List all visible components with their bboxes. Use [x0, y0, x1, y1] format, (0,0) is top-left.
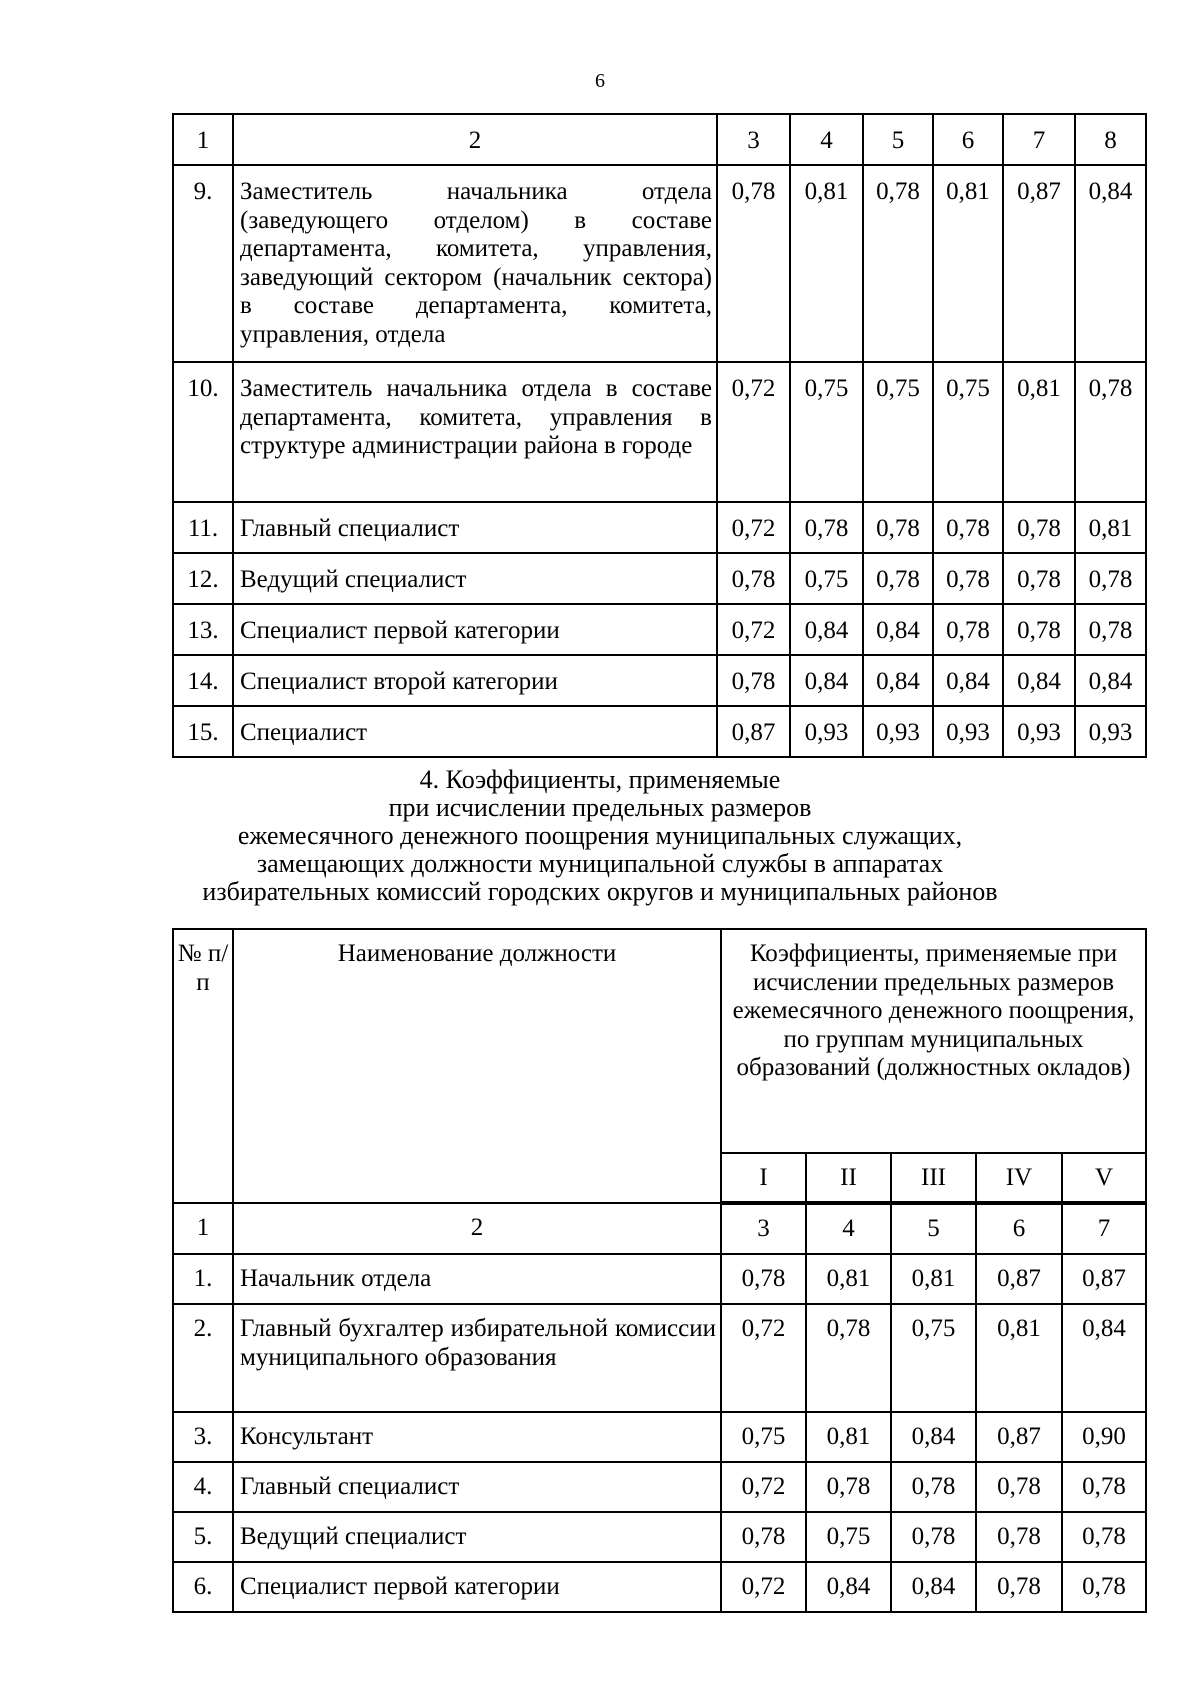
coefficient-cell: 0,78: [1003, 553, 1075, 604]
col-number: 3: [721, 1203, 806, 1254]
coefficient-cell: 0,72: [717, 502, 790, 553]
coefficient-cell: 0,78: [863, 165, 933, 362]
number-header: № п/п: [173, 929, 233, 1203]
coefficient-cell: 0,81: [806, 1412, 891, 1462]
coefficient-cell: 0,78: [717, 165, 790, 362]
coefficient-cell: 0,75: [721, 1412, 806, 1462]
group-header: V: [1062, 1153, 1146, 1203]
position-name: Главный специалист: [233, 1462, 721, 1512]
coefficient-cell: 0,78: [1062, 1462, 1146, 1512]
table-row: [173, 362, 1146, 502]
position-name: Специалист первой категории: [233, 1562, 721, 1612]
coefficient-cell: 0,90: [1062, 1412, 1146, 1462]
coefficient-cell: 0,93: [1003, 706, 1075, 757]
coefficient-cell: 0,78: [717, 655, 790, 706]
section-title-line: ежемесячного денежного поощрения муниципальных служащих,: [237, 821, 963, 850]
row-number: 3.: [173, 1412, 233, 1462]
coefficient-cell: 0,75: [933, 362, 1003, 502]
table-row: [173, 604, 1146, 655]
position-name: Главный бухгалтер избирательной комиссии муниципального образования: [233, 1304, 721, 1412]
col-number: 6: [976, 1203, 1062, 1254]
coefficient-cell: 0,84: [1075, 165, 1146, 362]
col-number: 1: [173, 114, 233, 165]
coefficient-cell: 0,75: [863, 362, 933, 502]
table-row: [173, 1562, 1146, 1612]
coefficient-cell: 0,78: [721, 1512, 806, 1562]
position-name: Начальник отдела: [233, 1254, 721, 1304]
coefficient-cell: 0,81: [790, 165, 863, 362]
table-head-row: [173, 929, 1146, 1153]
section-title-line: избирательных комиссий городских округов и муниципальных районов: [202, 877, 998, 906]
group-header: IV: [976, 1153, 1062, 1203]
col-number: 7: [1062, 1203, 1146, 1254]
table-row: [173, 1462, 1146, 1512]
row-number: 6.: [173, 1562, 233, 1612]
position-name: Ведущий специалист: [233, 1512, 721, 1562]
coefficient-cell: 0,75: [790, 362, 863, 502]
coefficient-cell: 0,78: [1062, 1512, 1146, 1562]
coefficient-cell: 0,78: [790, 502, 863, 553]
coefficient-cell: 0,84: [1062, 1304, 1146, 1412]
coefficient-cell: 0,78: [933, 553, 1003, 604]
coefficient-cell: 0,78: [933, 604, 1003, 655]
coefficient-cell: 0,78: [976, 1462, 1062, 1512]
coefficient-cell: 0,78: [1062, 1562, 1146, 1612]
row-number: 1.: [173, 1254, 233, 1304]
coefficient-cell: 0,78: [1003, 502, 1075, 553]
coefficient-cell: 0,84: [790, 655, 863, 706]
coefficient-cell: 0,72: [721, 1462, 806, 1512]
coefficient-cell: 0,78: [933, 502, 1003, 553]
col-number: 5: [863, 114, 933, 165]
col-number: 4: [806, 1203, 891, 1254]
position-name: Специалист первой категории: [233, 604, 717, 655]
coefficient-cell: 0,78: [1075, 604, 1146, 655]
section-title-line: 4. Коэффициенты, применяемые: [419, 765, 781, 794]
row-number: 12.: [173, 553, 233, 604]
row-number: 15.: [173, 706, 233, 757]
coefficient-cell: 0,81: [976, 1304, 1062, 1412]
table-row: [173, 1304, 1146, 1412]
col-number: 2: [233, 114, 717, 165]
position-name: Заместитель начальника отдела в составе департамента, комитета, управления в структуре администрации района в городе: [233, 362, 717, 502]
col-number: 3: [717, 114, 790, 165]
coefficient-cell: 0,87: [717, 706, 790, 757]
coefficient-cell: 0,81: [891, 1254, 976, 1304]
coefficient-cell: 0,93: [790, 706, 863, 757]
section-title-line: при исчислении предельных размеров: [388, 793, 812, 822]
coefficient-cell: 0,84: [1075, 655, 1146, 706]
coefficient-cell: 0,81: [933, 165, 1003, 362]
col-number: 4: [790, 114, 863, 165]
table-row: [173, 706, 1146, 757]
table-row: [173, 553, 1146, 604]
coefficient-cell: 0,72: [721, 1562, 806, 1612]
coefficient-cell: 0,84: [806, 1562, 891, 1612]
section-title-line: замещающих должности муниципальной службы в аппаратах: [256, 849, 944, 878]
coefficient-cell: 0,84: [1003, 655, 1075, 706]
group-header: I: [721, 1153, 806, 1203]
coefficient-cell: 0,78: [806, 1462, 891, 1512]
column-number-row: [173, 1203, 1146, 1254]
coefficient-cell: 0,84: [863, 604, 933, 655]
position-name: Главный специалист: [233, 502, 717, 553]
coefficients-header: Коэффициенты, применяемые при исчислении предельных размеров ежемесячного денежного поощрения, по группам муниципальных образований (должностных окладов): [721, 929, 1146, 1153]
table-row: [173, 165, 1146, 362]
row-number: 2.: [173, 1304, 233, 1412]
coefficient-cell: 0,81: [1075, 502, 1146, 553]
coefficient-cell: 0,78: [891, 1512, 976, 1562]
coefficients-table-continued: [172, 113, 1147, 758]
col-number: 7: [1003, 114, 1075, 165]
coefficient-cell: 0,78: [863, 553, 933, 604]
col-number: 1: [173, 1203, 233, 1254]
coefficient-cell: 0,84: [933, 655, 1003, 706]
position-name: Заместитель начальника отдела (заведующего отделом) в составе департамента, комитета, управления, заведующий сектором (начальник сектора) в составе департамента, комитета, управления, отдела: [233, 165, 717, 362]
table-row: [173, 1254, 1146, 1304]
coefficient-cell: 0,81: [806, 1254, 891, 1304]
coefficient-cell: 0,84: [790, 604, 863, 655]
row-number: 5.: [173, 1512, 233, 1562]
row-number: 9.: [173, 165, 233, 362]
table-row: [173, 1512, 1146, 1562]
col-number: 6: [933, 114, 1003, 165]
coefficient-cell: 0,78: [1075, 553, 1146, 604]
coefficient-cell: 0,75: [790, 553, 863, 604]
election-commission-coefficients-table: [172, 928, 1147, 1613]
table-row: [173, 1412, 1146, 1462]
coefficient-cell: 0,75: [806, 1512, 891, 1562]
coefficient-cell: 0,78: [717, 553, 790, 604]
coefficient-cell: 0,78: [721, 1254, 806, 1304]
coefficient-cell: 0,75: [891, 1304, 976, 1412]
coefficient-cell: 0,84: [891, 1562, 976, 1612]
coefficient-cell: 0,78: [863, 502, 933, 553]
coefficient-cell: 0,93: [1075, 706, 1146, 757]
column-number-row: [173, 114, 1146, 165]
table-row: [173, 655, 1146, 706]
position-header: Наименование должности: [233, 929, 721, 1203]
page-number: 6: [595, 70, 605, 92]
row-number: 14.: [173, 655, 233, 706]
coefficient-cell: 0,78: [1075, 362, 1146, 502]
row-number: 13.: [173, 604, 233, 655]
coefficient-cell: 0,78: [976, 1562, 1062, 1612]
coefficient-cell: 0,87: [1003, 165, 1075, 362]
coefficient-cell: 0,93: [933, 706, 1003, 757]
row-number: 4.: [173, 1462, 233, 1512]
coefficient-cell: 0,72: [721, 1304, 806, 1412]
col-number: 8: [1075, 114, 1146, 165]
position-name: Ведущий специалист: [233, 553, 717, 604]
coefficient-cell: 0,93: [863, 706, 933, 757]
coefficient-cell: 0,72: [717, 362, 790, 502]
row-number: 10.: [173, 362, 233, 502]
coefficient-cell: 0,78: [1003, 604, 1075, 655]
position-name: Консультант: [233, 1412, 721, 1462]
coefficient-cell: 0,81: [1003, 362, 1075, 502]
coefficient-cell: 0,84: [863, 655, 933, 706]
coefficient-cell: 0,72: [717, 604, 790, 655]
coefficient-cell: 0,87: [976, 1412, 1062, 1462]
group-header: II: [806, 1153, 891, 1203]
position-name: Специалист второй категории: [233, 655, 717, 706]
coefficient-cell: 0,87: [976, 1254, 1062, 1304]
coefficient-cell: 0,78: [891, 1462, 976, 1512]
table-row: [173, 502, 1146, 553]
coefficient-cell: 0,84: [891, 1412, 976, 1462]
col-number: 2: [233, 1203, 721, 1254]
row-number: 11.: [173, 502, 233, 553]
coefficient-cell: 0,78: [976, 1512, 1062, 1562]
position-name: Специалист: [233, 706, 717, 757]
group-header: III: [891, 1153, 976, 1203]
coefficient-cell: 0,87: [1062, 1254, 1146, 1304]
coefficient-cell: 0,78: [806, 1304, 891, 1412]
section-title: [0, 766, 1200, 906]
col-number: 5: [891, 1203, 976, 1254]
